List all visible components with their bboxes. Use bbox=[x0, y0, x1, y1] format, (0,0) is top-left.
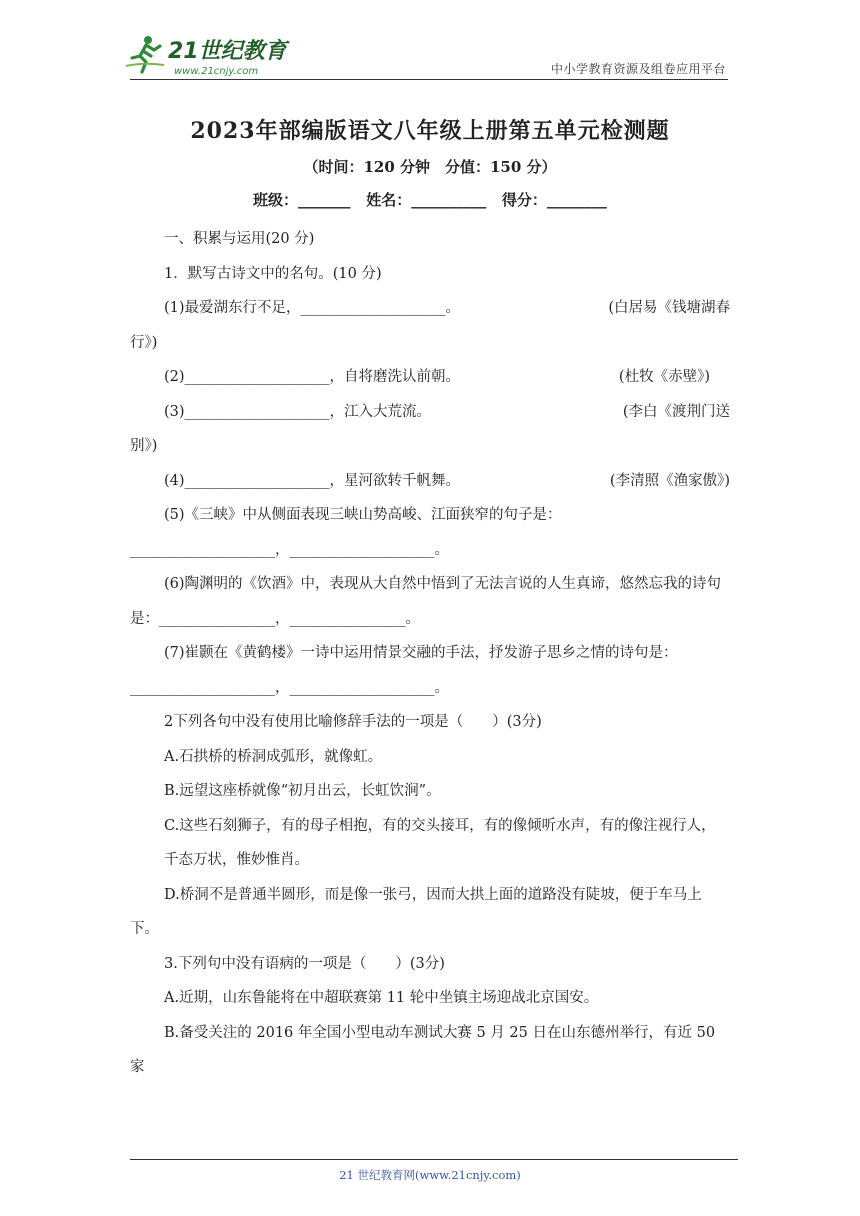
q1-4-text: (4)____________________，星河欲转千帆舞。 bbox=[164, 472, 461, 489]
class-field[interactable]: 班级：_______ bbox=[253, 191, 351, 209]
student-info-fields bbox=[0, 189, 860, 210]
exam-time-score: （时间：120 分钟 分值：150 分） bbox=[303, 158, 557, 176]
q3-option-a: A.近期，山东鲁能将在中超联赛第 11 轮中坐镇主场迎战北京国安。 bbox=[164, 990, 599, 1006]
name-field[interactable]: 姓名：__________ bbox=[366, 191, 487, 209]
question-1-item-1 bbox=[130, 291, 730, 326]
question-1-item-2 bbox=[130, 360, 730, 395]
question-1-item-6: (6)陶渊明的《饮酒》中，表现从大自然中悟到了无法言说的人生真谛，悠然忘我的诗句是：________________，________________。 bbox=[130, 576, 722, 627]
q1-1-text: (1)最爱湖东行不足，____________________。 bbox=[164, 300, 461, 316]
q2-option-b: B.远望这座桥就像“初月出云，长虹饮涧”。 bbox=[164, 783, 441, 799]
q1-2-text: (2)____________________，自将磨洗认前朝。 bbox=[164, 369, 461, 385]
q2-option-d: D.桥洞不是普通半圆形，而是像一张弓，因而大拱上面的道路没有陡坡，便于车马上下。 bbox=[130, 886, 702, 937]
q1-2-source: (杜牧《赤壁》) bbox=[618, 369, 710, 385]
q1-5-blanks: ____________________，____________________。 bbox=[130, 541, 449, 558]
question-3: 3.下列句中没有语病的一项是（ ）(3分) bbox=[164, 955, 445, 972]
question-1-item-3 bbox=[130, 395, 730, 430]
score-field[interactable]: 得分：________ bbox=[501, 191, 607, 209]
q1-1-source: (白居易《钱塘湖春 bbox=[608, 300, 730, 316]
q1-4-source: (李清照《渔家傲》) bbox=[609, 472, 730, 489]
q3-option-b: B.备受关注的 2016 年全国小型电动车测试大赛 5 月 25 日在山东德州举行，有近 50 家 bbox=[130, 1024, 716, 1075]
q1-3-source-cont: 别》) bbox=[130, 438, 158, 454]
platform-tagline: 中小学教育资源及组卷应用平台 bbox=[550, 62, 726, 76]
question-1: 1．默写古诗文中的名句。(10 分) bbox=[164, 265, 382, 282]
question-1-item-7: (7)崔颢在《黄鹤楼》一诗中运用情景交融的手法，抒发游子思乡之情的诗句是：____________________，____________________。 bbox=[130, 645, 678, 696]
question-1-item-4 bbox=[130, 464, 730, 499]
q2-option-a: A.石拱桥的桥洞成弧形，就像虹。 bbox=[164, 748, 383, 765]
q1-3-source: (李白《渡荆门送 bbox=[622, 403, 730, 420]
exam-body bbox=[130, 222, 730, 1085]
section-heading: 一、积累与运用(20 分) bbox=[164, 231, 315, 247]
svg-text:www.21cnjy.com: www.21cnjy.com bbox=[174, 66, 259, 77]
site-logo[interactable] bbox=[124, 32, 294, 80]
page-title: 2023年部编版语文八年级上册第五单元检测题 bbox=[190, 118, 670, 144]
q1-1-source-cont: 行》) bbox=[130, 334, 158, 351]
runner-logo-icon bbox=[124, 32, 294, 80]
q1-3-text: (3)____________________，江入大荒流。 bbox=[164, 403, 432, 420]
page-header bbox=[0, 0, 860, 90]
question-1-item-5: (5)《三峡》中从侧面表现三峡山势高峻、江面狭窄的句子是： bbox=[164, 507, 562, 523]
footer-link[interactable]: 21 世纪教育网(www.21cnjy.com) bbox=[339, 1168, 521, 1182]
footer-divider bbox=[130, 1159, 738, 1160]
q2-option-c-cont: 千态万状，惟妙惟肖。 bbox=[164, 852, 309, 868]
question-2: 2下列各句中没有使用比喻修辞手法的一项是（ ）(3分) bbox=[164, 714, 542, 730]
svg-text:21世纪教育: 21世纪教育 bbox=[168, 39, 287, 64]
q2-option-c: C.这些石刻狮子，有的母子相抱，有的交头接耳，有的像倾听水声，有的像注视行人， bbox=[164, 817, 716, 834]
header-divider bbox=[130, 79, 728, 80]
